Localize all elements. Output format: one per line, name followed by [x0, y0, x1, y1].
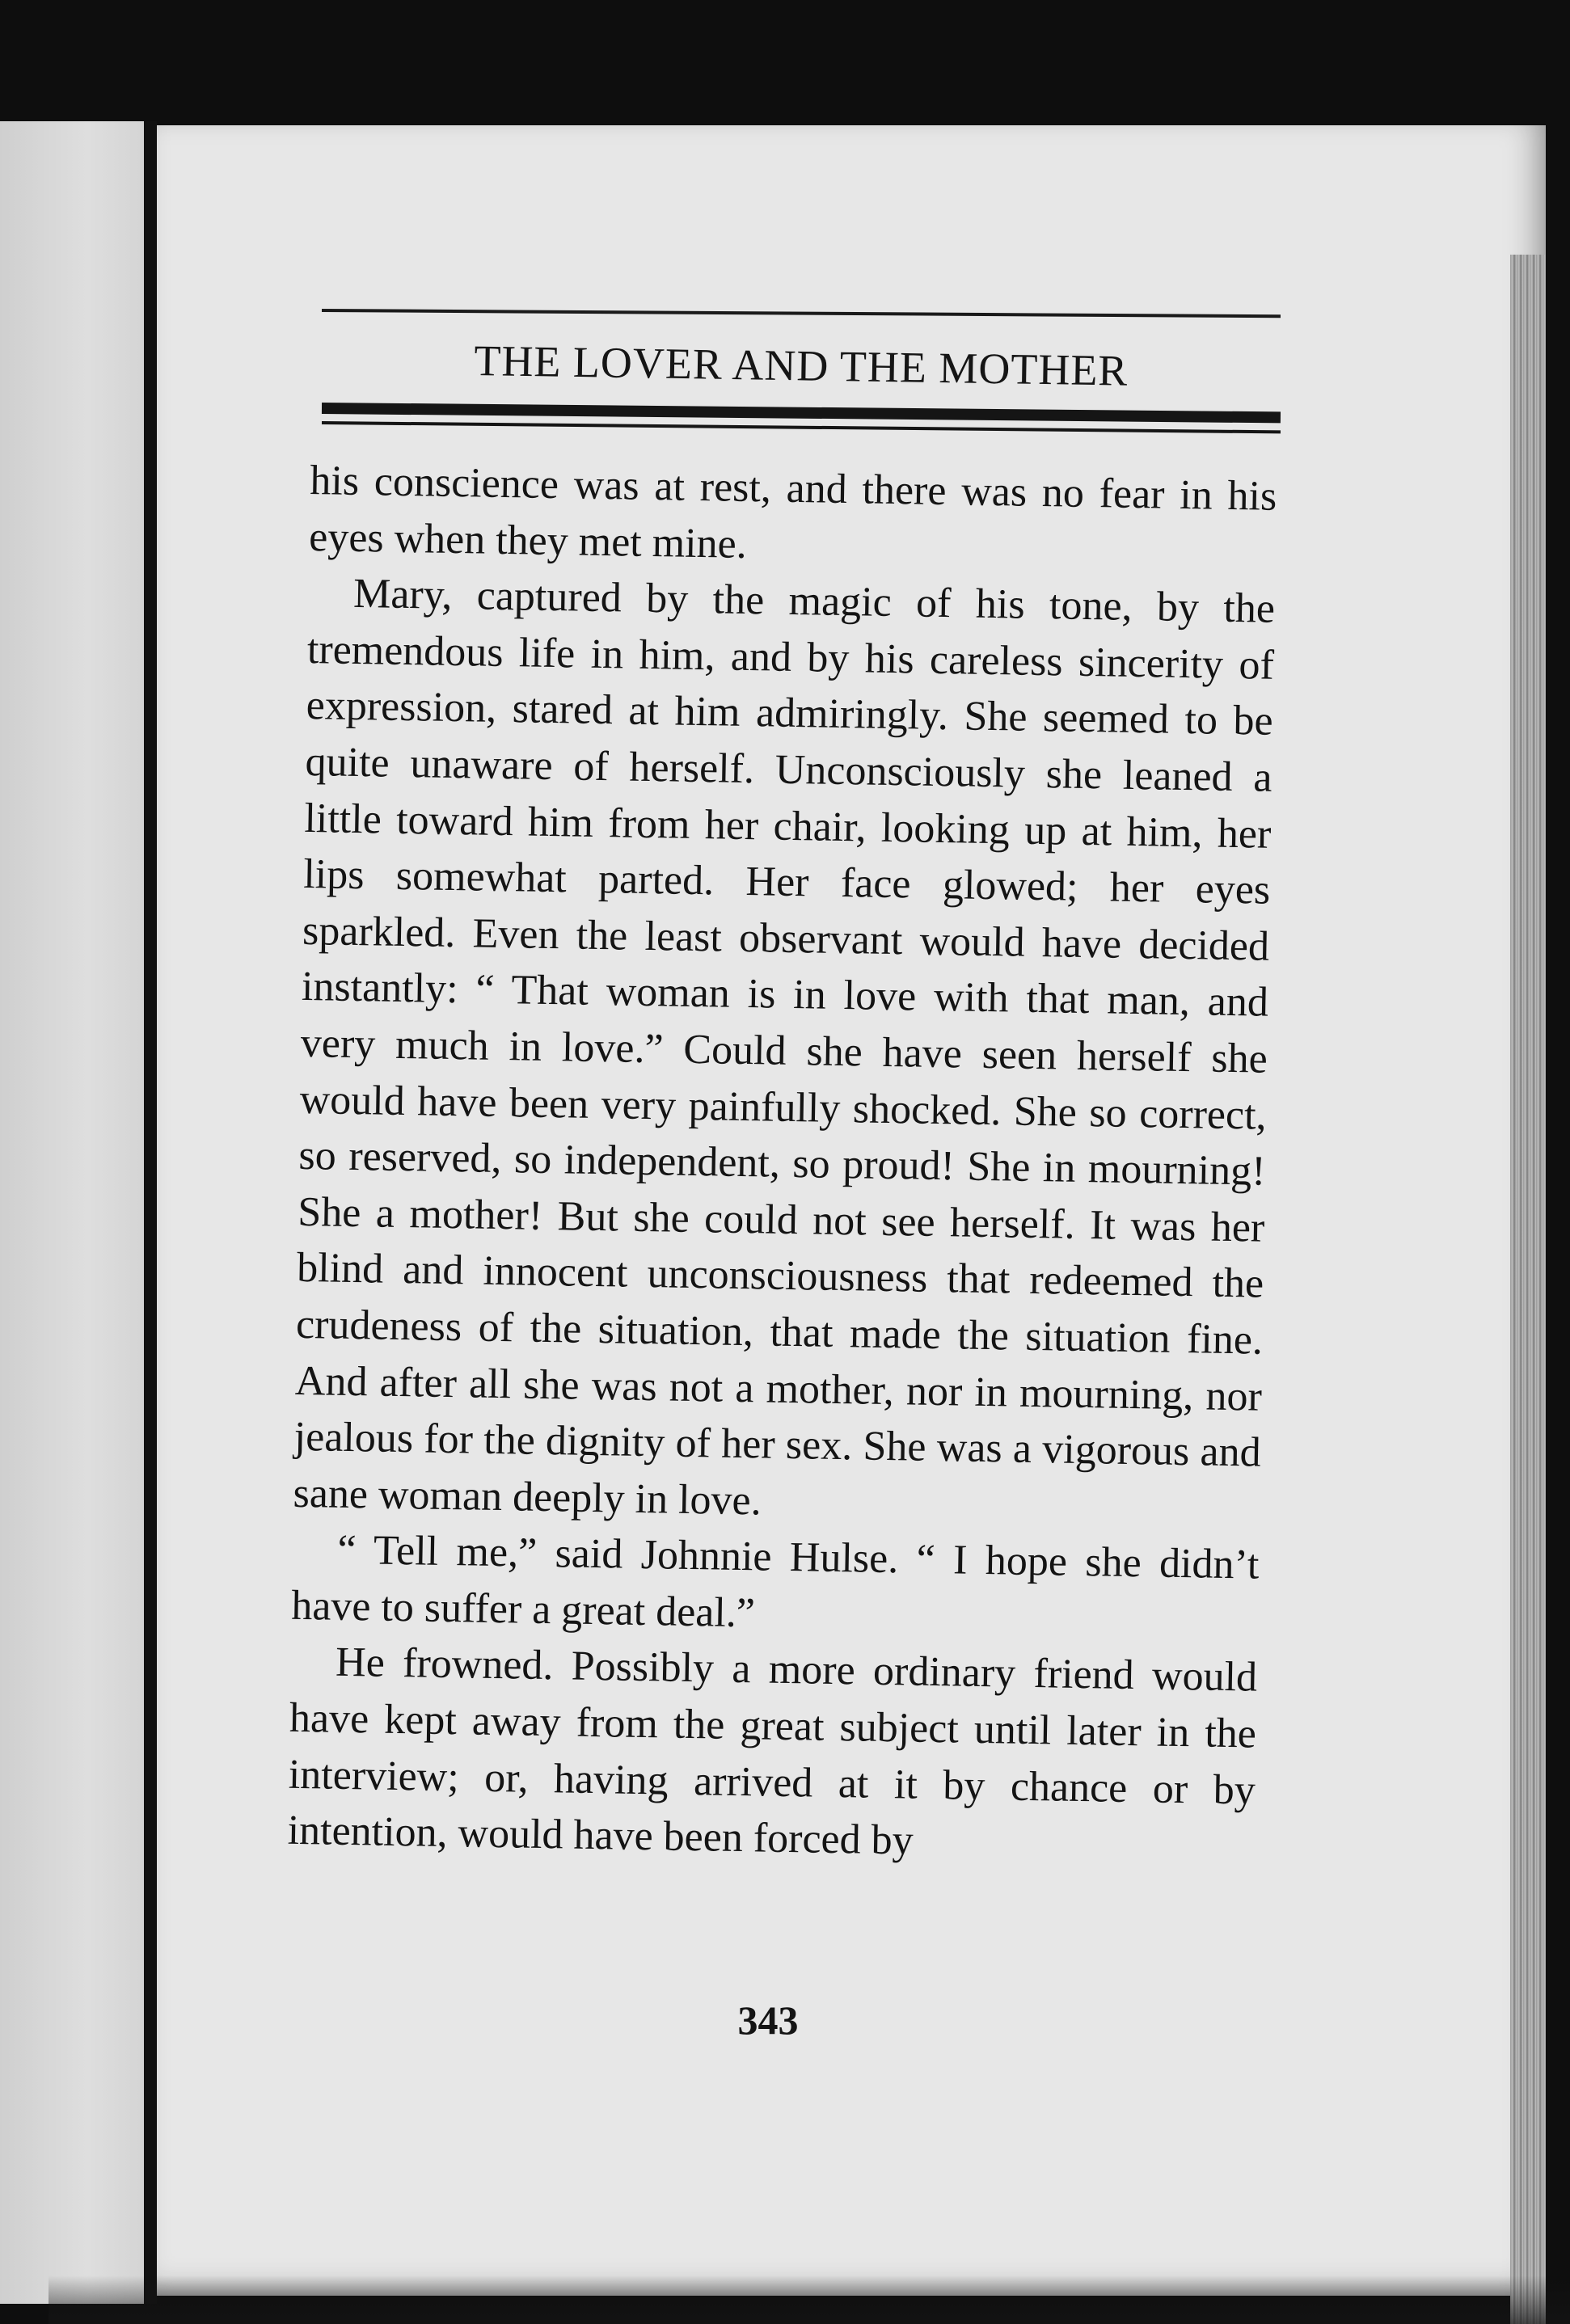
- paragraph: Mary, captured by the magic of his tone, by the tremendous life in him, and by his careless sincerity of expression, stared at him admiringly. She seemed to be quite unaware of herself. Unconsciously she leaned a little toward him from her chair, looking up at him, her lips somewhat parted. Her face glowed; her eyes sparkled. Even the least observant would have decided instantly: “ That woman is in love with that man, and very much in love.” Could she have seen herself she would have been very painfully shocked. She so correct, so reserved, so independent, so proud! She in mourning! She a mother! But she could not see herself. It was her blind and innocent unconsciousness that redeemed the crudeness of the situation, that made the situation fine. And after all she was not a mother, nor in mourning, nor jealous for the dignity of her sex. She was a vigorous and sane woman deeply in love.: [293, 571, 1276, 1525]
- facing-page-edge: [0, 121, 146, 2304]
- book-spine: [144, 121, 157, 2304]
- paragraph-continuation: his conscience was at rest, and there was no fear in his eyes when they met mine.: [308, 457, 1277, 567]
- paragraph: “ Tell me,” said Johnnie Hulse. “ I hope she didn’t have to suffer a great deal.”: [290, 1527, 1260, 1637]
- body-text: [287, 453, 1277, 1875]
- page-number: 343: [737, 1997, 799, 2043]
- paragraph: He frowned. Possibly a more ordinary friend would have kept away from the great subject until later in the interview; or, having arrived at it by chance or by intention, would have been forced by: [287, 1639, 1258, 1864]
- running-head: THE LOVER AND THE MOTHER: [474, 335, 1129, 395]
- page-stack-edge: [1510, 255, 1546, 2324]
- bottom-shadow: [49, 2275, 1570, 2324]
